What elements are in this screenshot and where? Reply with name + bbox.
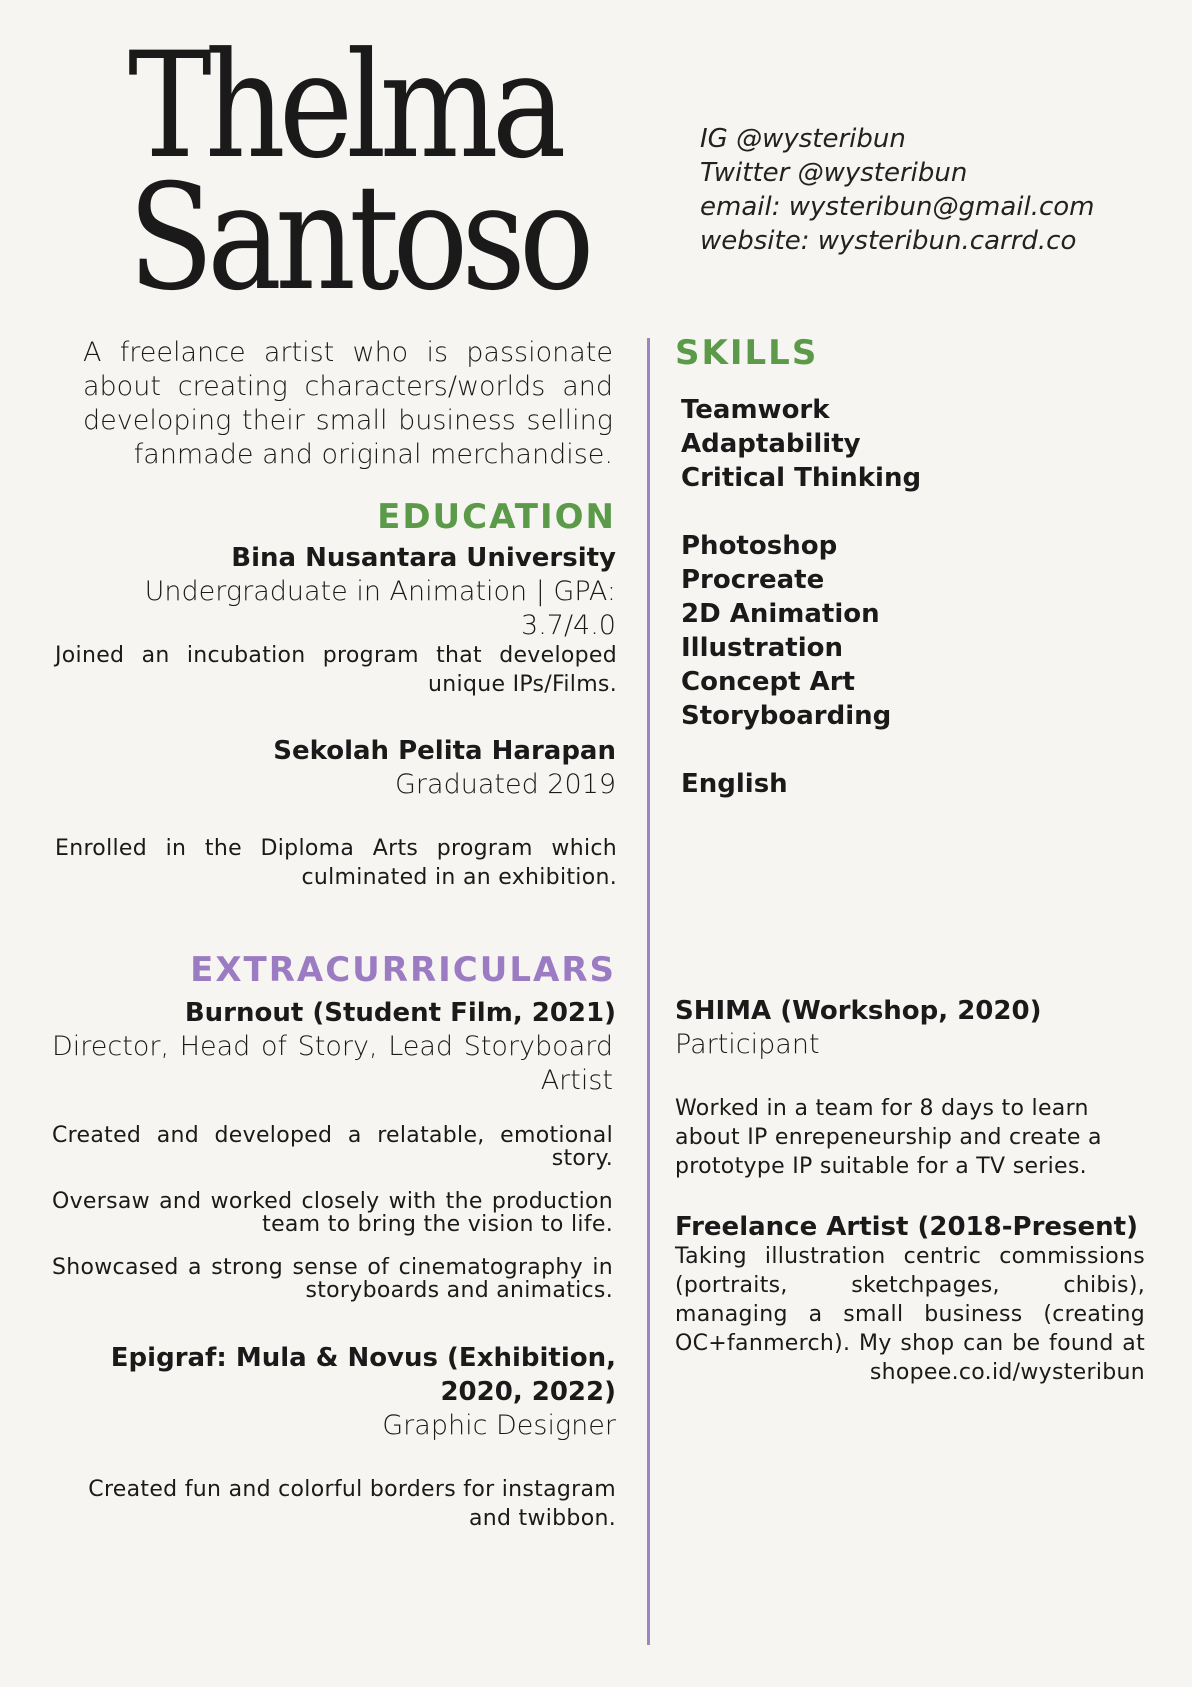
contact-instagram[interactable]: IG @wysteribun <box>700 124 906 154</box>
contact-twitter[interactable]: Twitter @wysteribun <box>700 158 968 188</box>
skill-item: 2D Animation <box>681 599 880 629</box>
education-2-title: Sekolah Pelita Harapan <box>273 736 616 766</box>
skill-item: Storyboarding <box>681 701 892 731</box>
contact-info <box>700 122 1095 258</box>
education-heading: EDUCATION <box>377 497 616 537</box>
skill-item: Procreate <box>681 565 825 595</box>
contact-website[interactable]: website: wysteribun.carrd.co <box>700 226 1077 256</box>
extracurricular-3-subtitle: Participant <box>675 1029 820 1060</box>
extracurricular-2-description: Created fun and colorful borders for instagram and twibbon. <box>88 1477 616 1531</box>
extracurricular-2-title: Epigraf: Mula & Novus (Exhibition, 2020, 2022) <box>110 1343 616 1407</box>
education-1-subtitle: Undergraduate in Animation | GPA: 3.7/4.0 <box>144 576 616 641</box>
contact-email[interactable]: email: wysteribun@gmail.com <box>700 192 1095 222</box>
extracurricular-1-title: Burnout (Student Film, 2021) <box>184 998 616 1028</box>
skill-item: Photoshop <box>681 531 838 561</box>
extracurricular-4-description: Taking illustration centric commissions (portraits, sketchpages, chibis), managing a small business (creating OC+fanmerch). My shop can be found at shopee.co.id/wysteribun <box>675 1244 1145 1385</box>
extracurricular-3-description: Worked in a team for 8 days to learn about IP enrepeneurship and create a prototype IP suitable for a TV series. <box>675 1096 1102 1179</box>
intro-paragraph: A freelance artist who is passionate about creating characters/worlds and developing their small business selling fanmade and original merchandise. <box>83 337 613 470</box>
education-2-subtitle: Graduated 2019 <box>395 769 616 800</box>
extracurricular-1-description-2: Oversaw and worked closely with the production team to bring the vision to life. <box>52 1189 613 1237</box>
skill-item: Illustration <box>681 633 843 663</box>
extracurricular-4-title: Freelance Artist (2018-Present) <box>675 1212 1138 1242</box>
extracurricular-1-description-3: Showcased a strong sense of cinematography in storyboards and animatics. <box>52 1255 613 1303</box>
extracurricular-1-subtitle: Director, Head of Story, Lead Storyboard Artist <box>52 1031 613 1096</box>
extracurriculars-heading: EXTRACURRICULARS <box>190 950 616 990</box>
skill-item: Concept Art <box>681 667 855 697</box>
extracurricular-3-title: SHIMA (Workshop, 2020) <box>675 996 1042 1026</box>
page-title <box>128 21 588 323</box>
language-item: English <box>681 769 788 799</box>
extracurricular-2-subtitle: Graphic Designer <box>382 1410 616 1441</box>
skills-heading: SKILLS <box>675 333 819 373</box>
extracurricular-1-description-1: Created and developed a relatable, emotional story. <box>52 1123 613 1171</box>
education-1-title: Bina Nusantara University <box>231 543 616 573</box>
education-2-description: Enrolled in the Diploma Arts program which culminated in an exhibition. <box>55 836 617 890</box>
skill-item: Critical Thinking <box>681 463 922 493</box>
skills-list <box>681 393 921 801</box>
first-name: Thelma <box>128 21 560 191</box>
education-1-description: Joined an incubation program that developed unique IPs/Films. <box>55 643 617 697</box>
skill-item: Adaptability <box>681 429 861 459</box>
skill-item: Teamwork <box>681 395 830 425</box>
column-divider <box>647 338 650 1645</box>
last-name: Santoso <box>128 153 588 323</box>
